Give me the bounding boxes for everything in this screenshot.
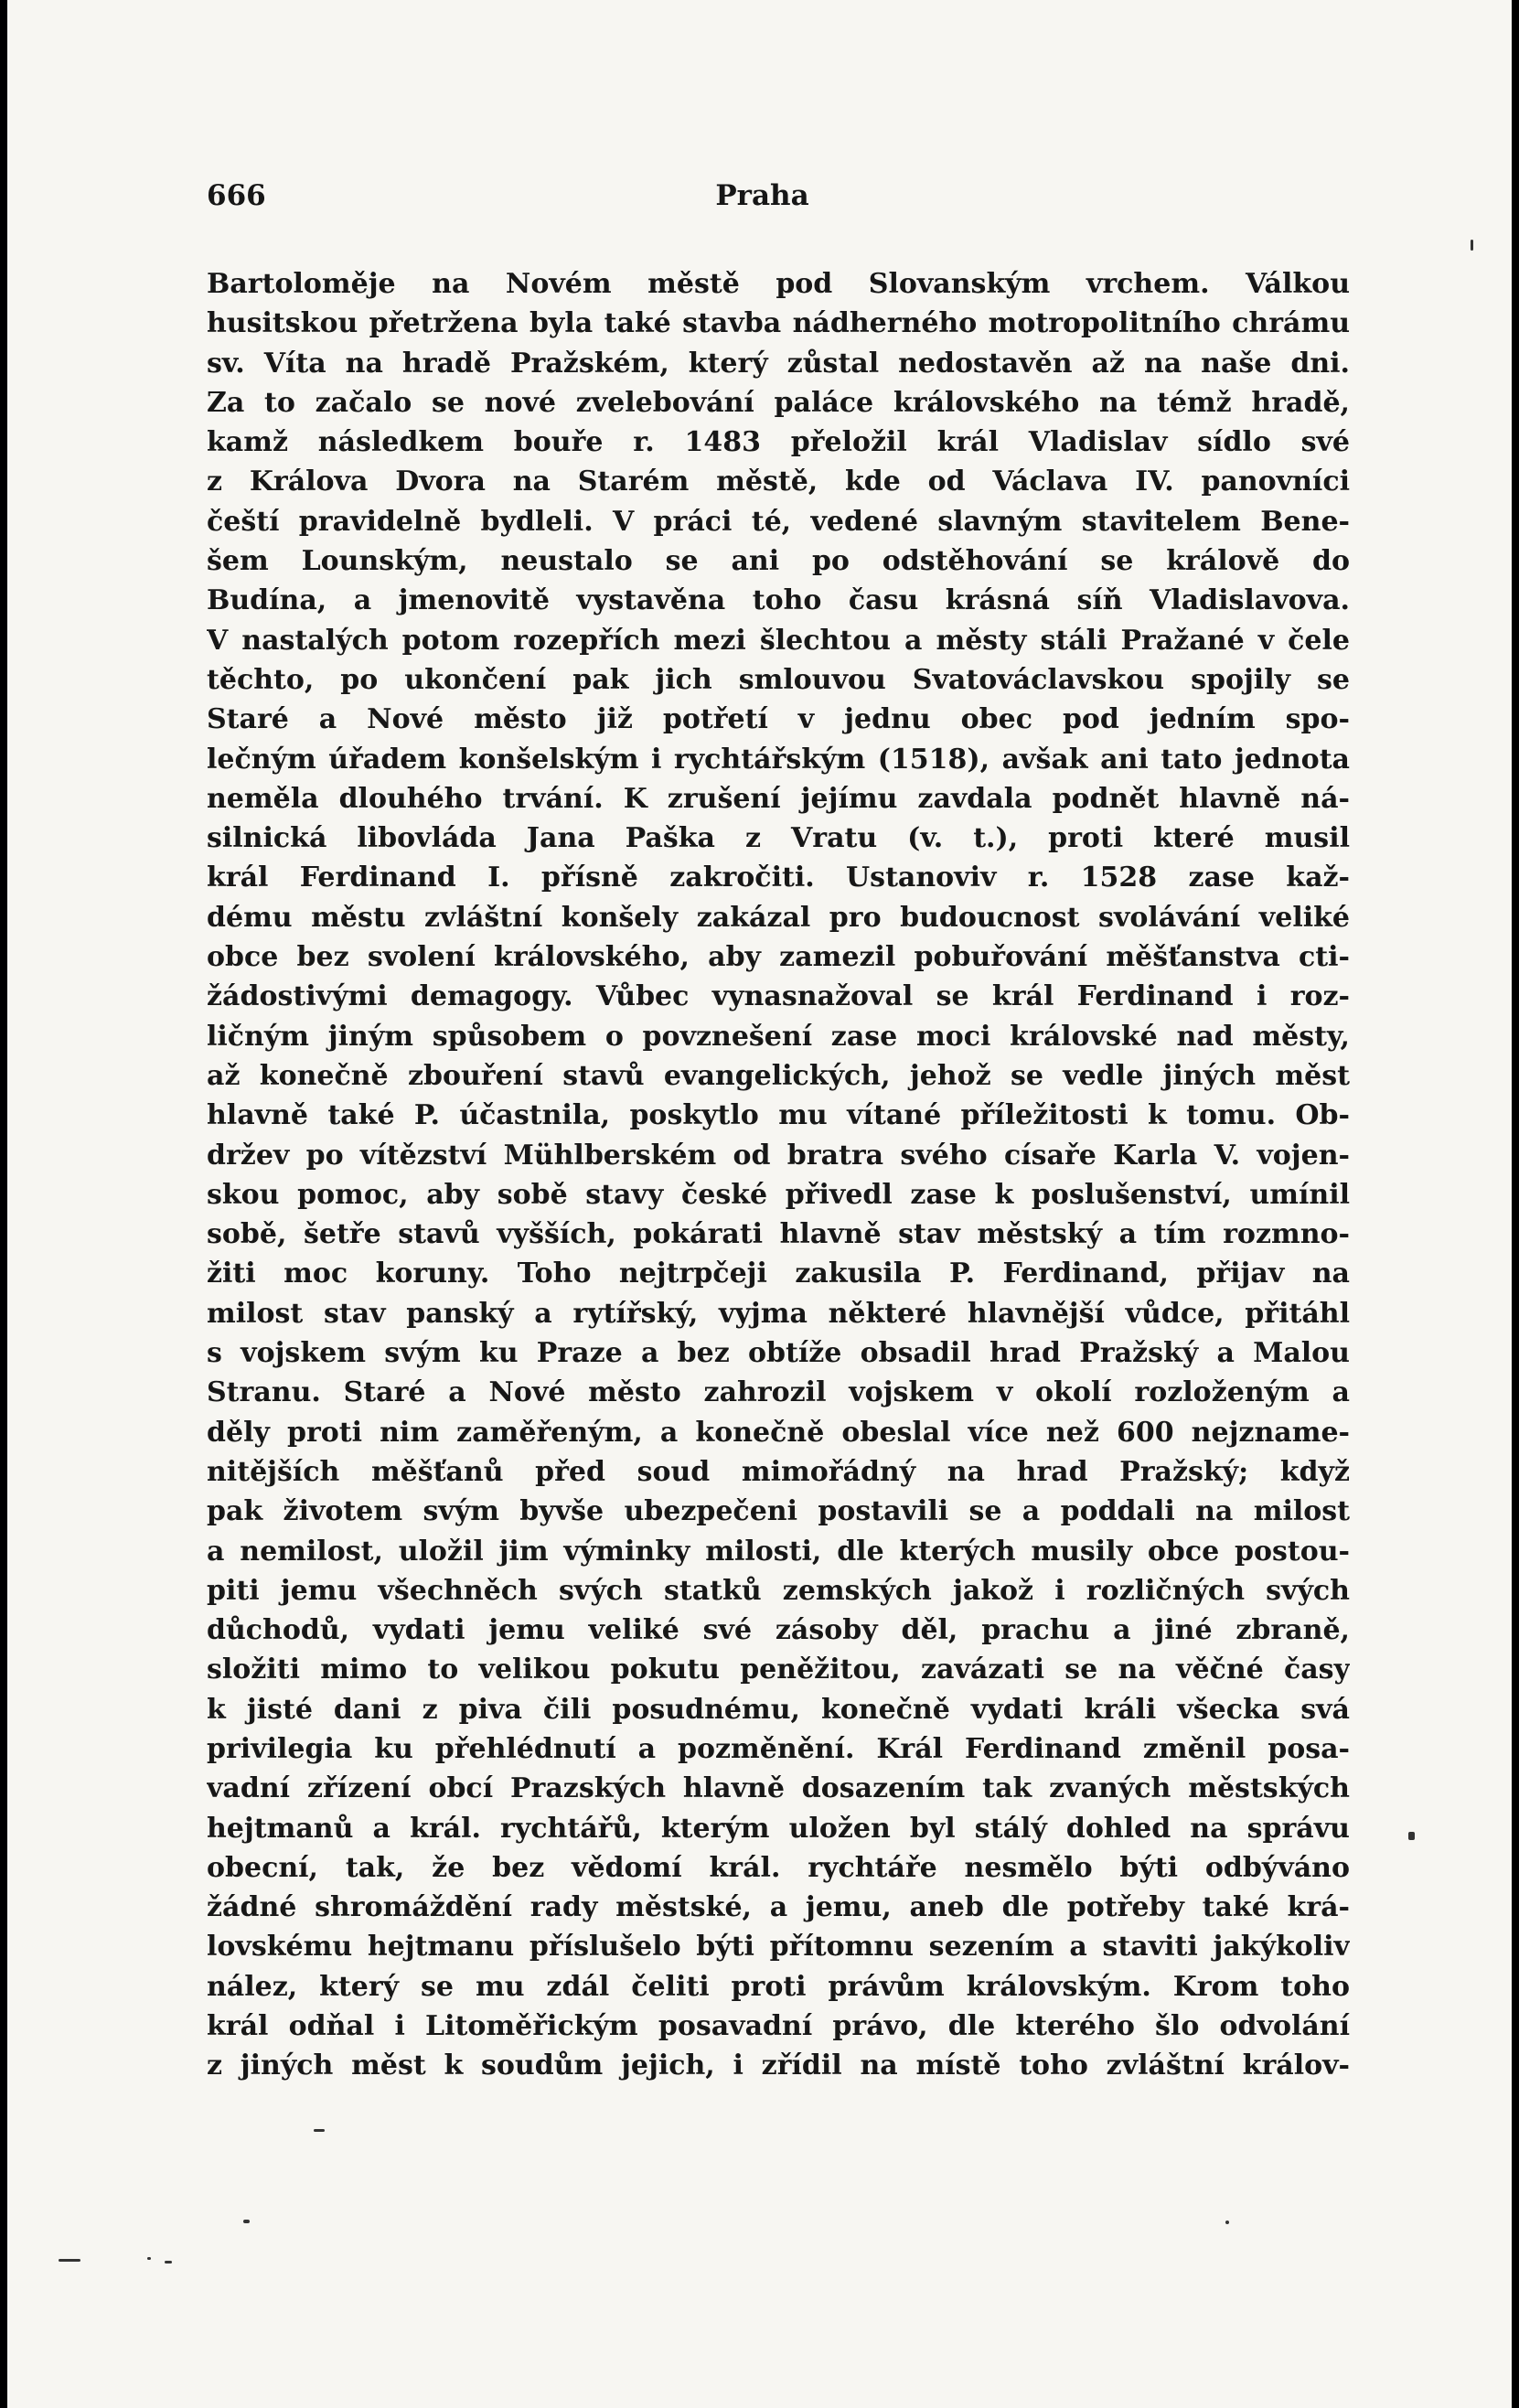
text-line: žádostivými demagogy. Vůbec vynasnažoval se král Ferdinand i roz- — [207, 980, 1350, 1013]
text-line: šem Lounským, neustalo se ani po odstěhování se králově do — [207, 545, 1350, 578]
text-line: husitskou přetržena byla také stavba nádherného motropolitního chrámu — [207, 307, 1350, 340]
scan-speck — [314, 2129, 325, 2132]
text-line: piti jemu všechněch svých statků zemských jakož i rozličných svých — [207, 1574, 1350, 1607]
text-line: důchodů, vydati jemu veliké své zásoby děl, prachu a jiné zbraně, — [207, 1614, 1350, 1647]
text-line: Bartoloměje na Novém městě pod Slovanským vrchem. Válkou — [207, 268, 1350, 300]
text-line: děly proti nim zaměřeným, a konečně obeslal více než 600 nejzname- — [207, 1416, 1350, 1449]
text-line: žádné shromáždění rady městské, a jemu, aneb dle potřeby také krá- — [207, 1891, 1350, 1924]
text-line: nález, který se mu zdál čeliti proti právům královským. Krom toho — [207, 1970, 1350, 2003]
text-line: lečným úřadem konšelským i rychtářským (1518), avšak ani tato jednota — [207, 743, 1350, 776]
text-line: Budína, a jmenovitě vystavěna toho času krásná síň Vladislavova. — [207, 584, 1350, 617]
scan-speck — [1408, 1832, 1415, 1840]
text-line: obecní, tak, že bez vědomí král. rychtáře nesmělo býti odbýváno — [207, 1851, 1350, 1884]
text-line: privilegia ku přehlédnutí a pozměnění. Král Ferdinand změnil posa- — [207, 1732, 1350, 1765]
text-line: milost stav panský a rytířský, vyjma některé hlavnější vůdce, přitáhl — [207, 1297, 1350, 1330]
scan-speck — [1471, 240, 1473, 251]
page-header — [207, 179, 1318, 216]
text-line: sv. Víta na hradě Pražském, který zůstal nedostavěn až na naše dni. — [207, 347, 1350, 380]
text-line: sobě, šetře stavů vyšších, pokárati hlavně stav městský a tím rozmno- — [207, 1218, 1350, 1251]
text-line: čeští pravidelně bydleli. V práci té, vedené slavným stavitelem Bene- — [207, 505, 1350, 538]
text-line: těchto, po ukončení pak jich smlouvou Svatováclavskou spojily se — [207, 663, 1350, 696]
text-line: pak životem svým byvše ubezpečeni postavili se a poddali na milost — [207, 1495, 1350, 1528]
text-line: až konečně zbouření stavů evangelických, jehož se vedle jiných měst — [207, 1059, 1350, 1092]
text-line: neměla dlouhého trvání. K zrušení jejímu zavdala podnět hlavně ná- — [207, 782, 1350, 815]
text-line: hlavně také P. účastnila, poskytlo mu vítané příležitosti k tomu. Ob- — [207, 1099, 1350, 1132]
text-line: kamž následkem bouře r. 1483 přeložil král Vladislav sídlo své — [207, 426, 1350, 459]
text-line: lovskému hejtmanu příslušelo býti přítomnu sezením a staviti jakýkoliv — [207, 1931, 1350, 1964]
text-line: dému městu zvláštní konšely zakázal pro budoucnost svolávání veliké — [207, 901, 1350, 934]
scan-speck — [59, 2259, 80, 2262]
body-text — [207, 264, 1350, 2086]
text-line: V nastalých potom rozepřích mezi šlechtou a městy stáli Pražané v čele — [207, 624, 1350, 657]
book-page — [7, 0, 1512, 2408]
scan-speck — [243, 2220, 250, 2223]
page-number: 666 — [207, 179, 266, 212]
running-title: Praha — [715, 179, 809, 212]
text-line: silnická libovláda Jana Paška z Vratu (v. t.), proti které musil — [207, 822, 1350, 855]
text-line: skou pomoc, aby sobě stavy české přivedl zase k poslušenství, umínil — [207, 1178, 1350, 1211]
text-line: hejtmanů a král. rychtářů, kterým uložen byl stálý dohled na správu — [207, 1812, 1350, 1845]
text-line: Stranu. Staré a Nové město zahrozil vojskem v okolí rozloženým a — [207, 1376, 1350, 1409]
text-line: ličným jiným spůsobem o povznešení zase moci královské nad městy, — [207, 1020, 1350, 1053]
text-line: s vojskem svým ku Praze a bez obtíže obsadil hrad Pražský a Malou — [207, 1337, 1350, 1370]
text-line: král Ferdinand I. přísně zakročiti. Ustanoviv r. 1528 zase kaž- — [207, 862, 1350, 894]
text-line: Staré a Nové město již potřetí v jednu obec pod jedním spo- — [207, 703, 1350, 736]
text-line: nitějších měšťanů před soud mimořádný na hrad Pražský; když — [207, 1455, 1350, 1488]
text-line: k jisté dani z piva čili posudnému, konečně vydati králi všecka svá — [207, 1693, 1350, 1726]
text-line: složiti mimo to velikou pokutu peněžitou, zavázati se na věčné časy — [207, 1653, 1350, 1686]
text-line: král odňal i Litoměřickým posavadní právo, dle kterého šlo odvolání — [207, 2010, 1350, 2043]
scan-speck — [1225, 2221, 1229, 2224]
text-line: z jiných měst k soudům jejich, i zřídil na místě toho zvláštní králov- — [207, 2049, 1350, 2082]
text-line: žiti moc koruny. Toho nejtrpčeji zakusila P. Ferdinand, přijav na — [207, 1258, 1350, 1290]
text-line: držev po vítězství Mühlberském od bratra svého císaře Karla V. vojen- — [207, 1139, 1350, 1172]
text-line: vadní zřízení obcí Prazských hlavně dosazením tak zvaných městských — [207, 1772, 1350, 1805]
text-line: obce bez svolení královského, aby zamezil pobuřování měšťanstva cti- — [207, 941, 1350, 974]
text-line: z Králova Dvora na Starém městě, kde od Václava IV. panovníci — [207, 466, 1350, 498]
scan-speck — [165, 2261, 172, 2264]
text-line: a nemilost, uložil jim výminky milosti, dle kterých musily obce postou- — [207, 1535, 1350, 1568]
text-line: Za to začalo se nové zvelebování paláce královského na témž hradě, — [207, 386, 1350, 419]
scan-speck — [147, 2257, 151, 2260]
